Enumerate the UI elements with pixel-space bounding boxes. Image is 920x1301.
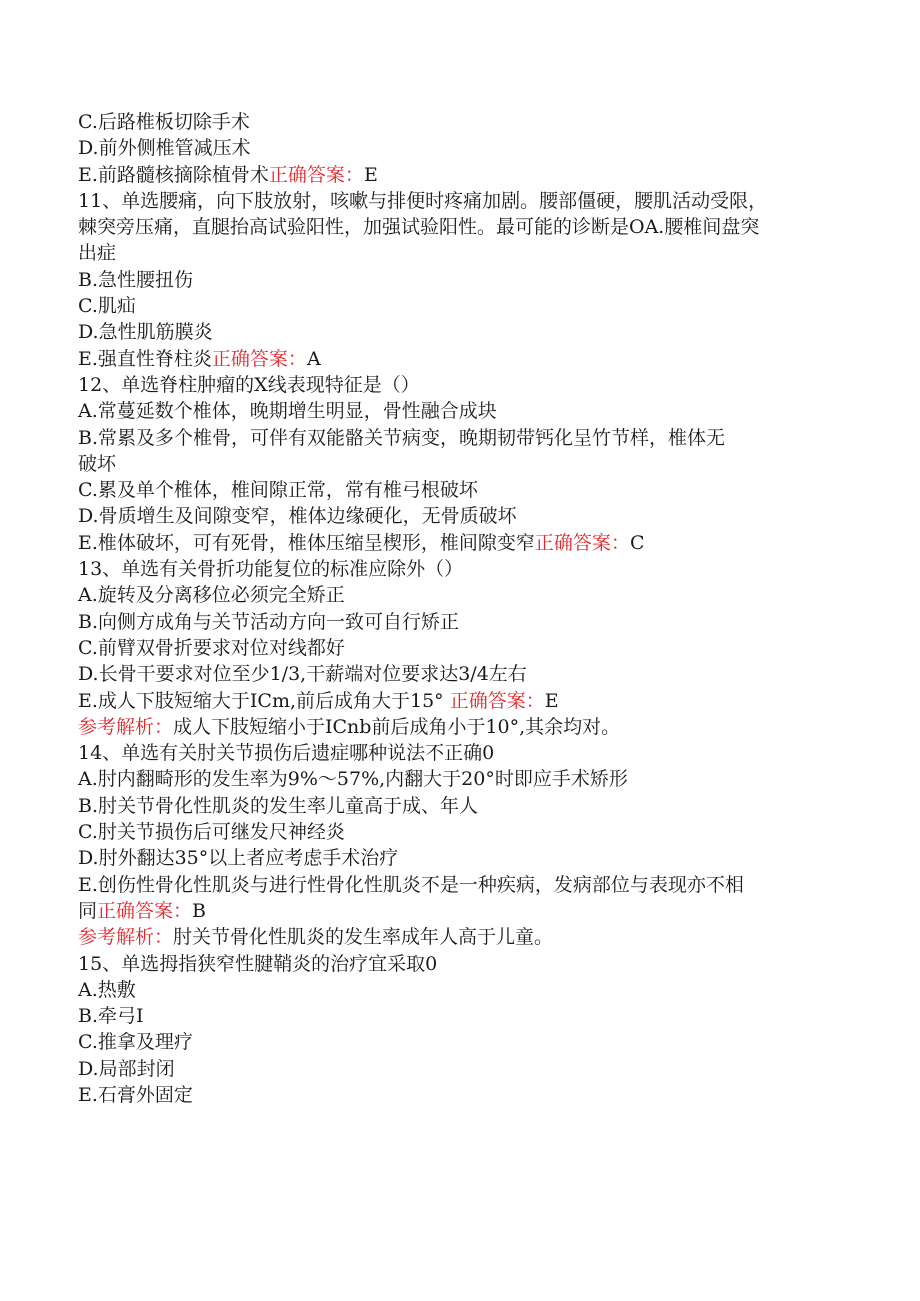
option-c: C.推拿及理疗 — [78, 1031, 193, 1054]
text-line: 破坏 — [78, 452, 117, 475]
option-e: E.石膏外固定 — [78, 1083, 193, 1106]
option-e: E.创伤性骨化性肌炎与进行性骨化性肌炎不是一种疾病，发病部位与表现亦不相 — [78, 873, 744, 896]
answer-line: E.椎体破坏，可有死骨，椎体压缩呈楔形，椎间隙变窄正确答案：C — [78, 531, 645, 554]
answer-value: C — [629, 531, 645, 554]
text-line: 出症 — [78, 242, 117, 265]
option-b: B.牵弓I — [78, 1005, 144, 1028]
option-b: B.肘关节骨化性肌炎的发生率儿童高于成、年人 — [78, 794, 479, 817]
option-a: A.肘内翻畸形的发生率为9%～57%,内翻大于20°时即应手术矫形 — [78, 768, 628, 791]
analysis-line: 参考解析：成人下肢短缩小于ICnb前后成角小于10°,其余均对。 — [78, 715, 621, 738]
option-a: A.旋转及分离移位必须完全矫正 — [78, 584, 345, 607]
answer-value: E — [363, 163, 378, 186]
answer-label: 正确答案： — [449, 689, 545, 712]
answer-value: B — [192, 899, 206, 922]
question-15: 15、单选拇指狭窄性腱鞘炎的治疗宜采取0 — [78, 952, 438, 975]
answer-line: 同正确答案：B — [78, 899, 206, 922]
answer-label: 正确答案： — [268, 163, 364, 186]
option-c: C.肘关节损伤后可继发尺神经炎 — [78, 821, 345, 844]
document-body — [78, 109, 858, 1108]
option-c: C.前臂双骨折要求对位对线都好 — [78, 636, 345, 659]
answer-line: E.前路髓核摘除植骨术正确答案：E — [78, 163, 378, 186]
option-b: B.常累及多个椎骨，可伴有双能骼关节病变，晚期韧带钙化呈竹节样，椎体无 — [78, 426, 726, 449]
option-d: D.肘外翻达35°以上者应考虑手术治疗 — [78, 847, 399, 870]
text-line: 棘突旁压痛，直腿抬高试验阳性，加强试验阳性。最可能的诊断是OA.腰椎间盘突 — [78, 216, 760, 239]
answer-label: 正确答案： — [97, 899, 193, 922]
option-d: D.局部封闭 — [78, 1057, 175, 1080]
text-line: D.前外侧椎管减压术 — [78, 137, 251, 160]
option-d: D.骨质增生及间隙变窄，椎体边缘硬化，无骨质破坏 — [78, 505, 517, 528]
option-a: A.热敷 — [78, 978, 136, 1001]
answer-value: E — [544, 689, 559, 712]
analysis-line: 参考解析：肘关节骨化性肌炎的发生率成年人高于儿童。 — [78, 926, 554, 949]
answer-line: E.成人下肢短缩大于ICm,前后成角大于15° 正确答案：E — [78, 689, 559, 712]
question-12: 12、单选脊柱肿瘤的X线表现特征是（） — [78, 373, 420, 396]
question-11: 11、单选腰痛，向下肢放射，咳嗽与排便时疼痛加剧。腰部僵硬，腰肌活动受限， — [78, 189, 768, 212]
option-a: A.常蔓延数个椎体，晚期增生明显，骨性融合成块 — [78, 400, 497, 423]
answer-label: 正确答案： — [211, 347, 307, 370]
option-d: D.急性肌筋膜炎 — [78, 321, 213, 344]
option-c: C.肌疝 — [78, 295, 136, 318]
option-d: D.长骨干要求对位至少1/3,干薪端对位要求达3/4左右 — [78, 663, 527, 686]
text-line: C.后路椎板切除手术 — [78, 111, 250, 133]
answer-line: E.强直性脊柱炎正确答案：A — [78, 347, 321, 370]
option-b: B.急性腰扭伤 — [78, 268, 194, 291]
option-c: C.累及单个椎体，椎间隙正常，常有椎弓根破坏 — [78, 479, 478, 502]
analysis-label: 参考解析： — [78, 926, 174, 949]
question-14: 14、单选有关肘关节损伤后遗症哪种说法不正确0 — [78, 742, 495, 765]
analysis-label: 参考解析： — [78, 715, 174, 738]
question-13: 13、单选有关骨折功能复位的标准应除外（） — [78, 558, 464, 581]
answer-label: 正确答案： — [534, 531, 630, 554]
answer-value: A — [306, 347, 321, 370]
option-b: B.向侧方成角与关节活动方向一致可自行矫正 — [78, 610, 460, 633]
